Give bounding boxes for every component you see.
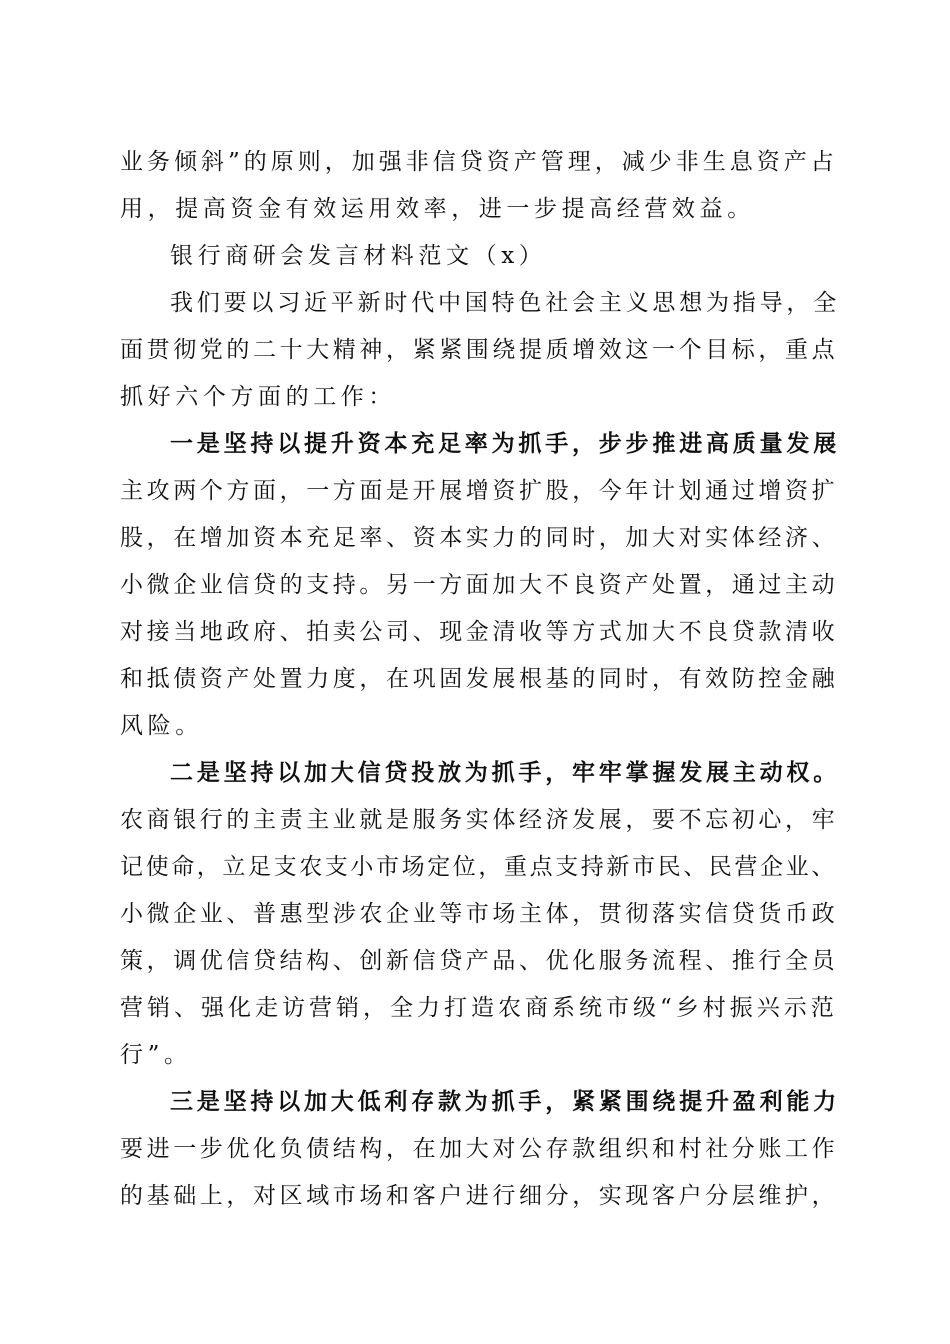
body-text-line: 对接当地政府、拍卖公司、现金清收等方式加大不良贷款清收: [120, 619, 839, 645]
body-text-line: 小微企业、普惠型涉农企业等市场主体，贯彻落实信贷货币政: [120, 901, 839, 927]
body-text-line: 风险。: [120, 713, 203, 739]
body-text-line: 我们要以习近平新时代中国特色社会主义思想为指导，全: [170, 290, 840, 316]
heading-point-3: 三是坚持以加大低利存款为抓手，紧紧围绕提升盈利能力: [170, 1088, 840, 1115]
body-text-line: 和抵债资产处置力度，在巩固发展根基的同时，有效防控金融: [120, 666, 839, 692]
body-text-line: 策，调优信贷结构、创新信贷产品、优化服务流程、推行全员: [120, 948, 839, 974]
body-text-line: 行”。: [120, 1042, 192, 1068]
body-text-line: 主攻两个方面，一方面是开展增资扩股，今年计划通过增资扩: [120, 478, 839, 504]
body-text-line: 农商银行的主责主业就是服务实体经济发展，要不忘初心，牢: [120, 807, 839, 833]
body-text-line: 业务倾斜”的原则，加强非信贷资产管理，减少非生息资产占: [120, 149, 838, 175]
body-text-line: 记使命，立足支农支小市场定位，重点支持新市民、民营企业、: [120, 854, 837, 880]
body-text-line: 要进一步优化负债结构，在加大对公存款组织和村社分账工作: [120, 1136, 839, 1162]
body-text-line: 用，提高资金有效运用效率，进一步提高经营效益。: [120, 196, 755, 222]
body-text-line: 面贯彻党的二十大精神，紧紧围绕提质增效这一个目标，重点: [120, 337, 839, 363]
body-text-line: 的基础上，对区域市场和客户进行细分，实现客户分层维护，: [120, 1183, 839, 1209]
body-text-line: 小微企业信贷的支持。另一方面加大不良资产处置，通过主动: [120, 572, 839, 598]
body-text-line: 股，在增加资本充足率、资本实力的同时，加大对实体经济、: [120, 525, 839, 551]
section-title: 银行商研会发言材料范文（x）: [170, 243, 547, 269]
heading-point-1: 一是坚持以提升资本充足率为抓手，步步推进高质量发展: [170, 430, 840, 457]
heading-point-2: 二是坚持以加大信贷投放为抓手，牢牢掌握发展主动权。: [170, 759, 840, 786]
body-text-line: 抓好六个方面的工作：: [120, 384, 396, 410]
body-text-line: 营销、强化走访营销，全力打造农商系统市级“乡村振兴示范: [120, 995, 838, 1021]
